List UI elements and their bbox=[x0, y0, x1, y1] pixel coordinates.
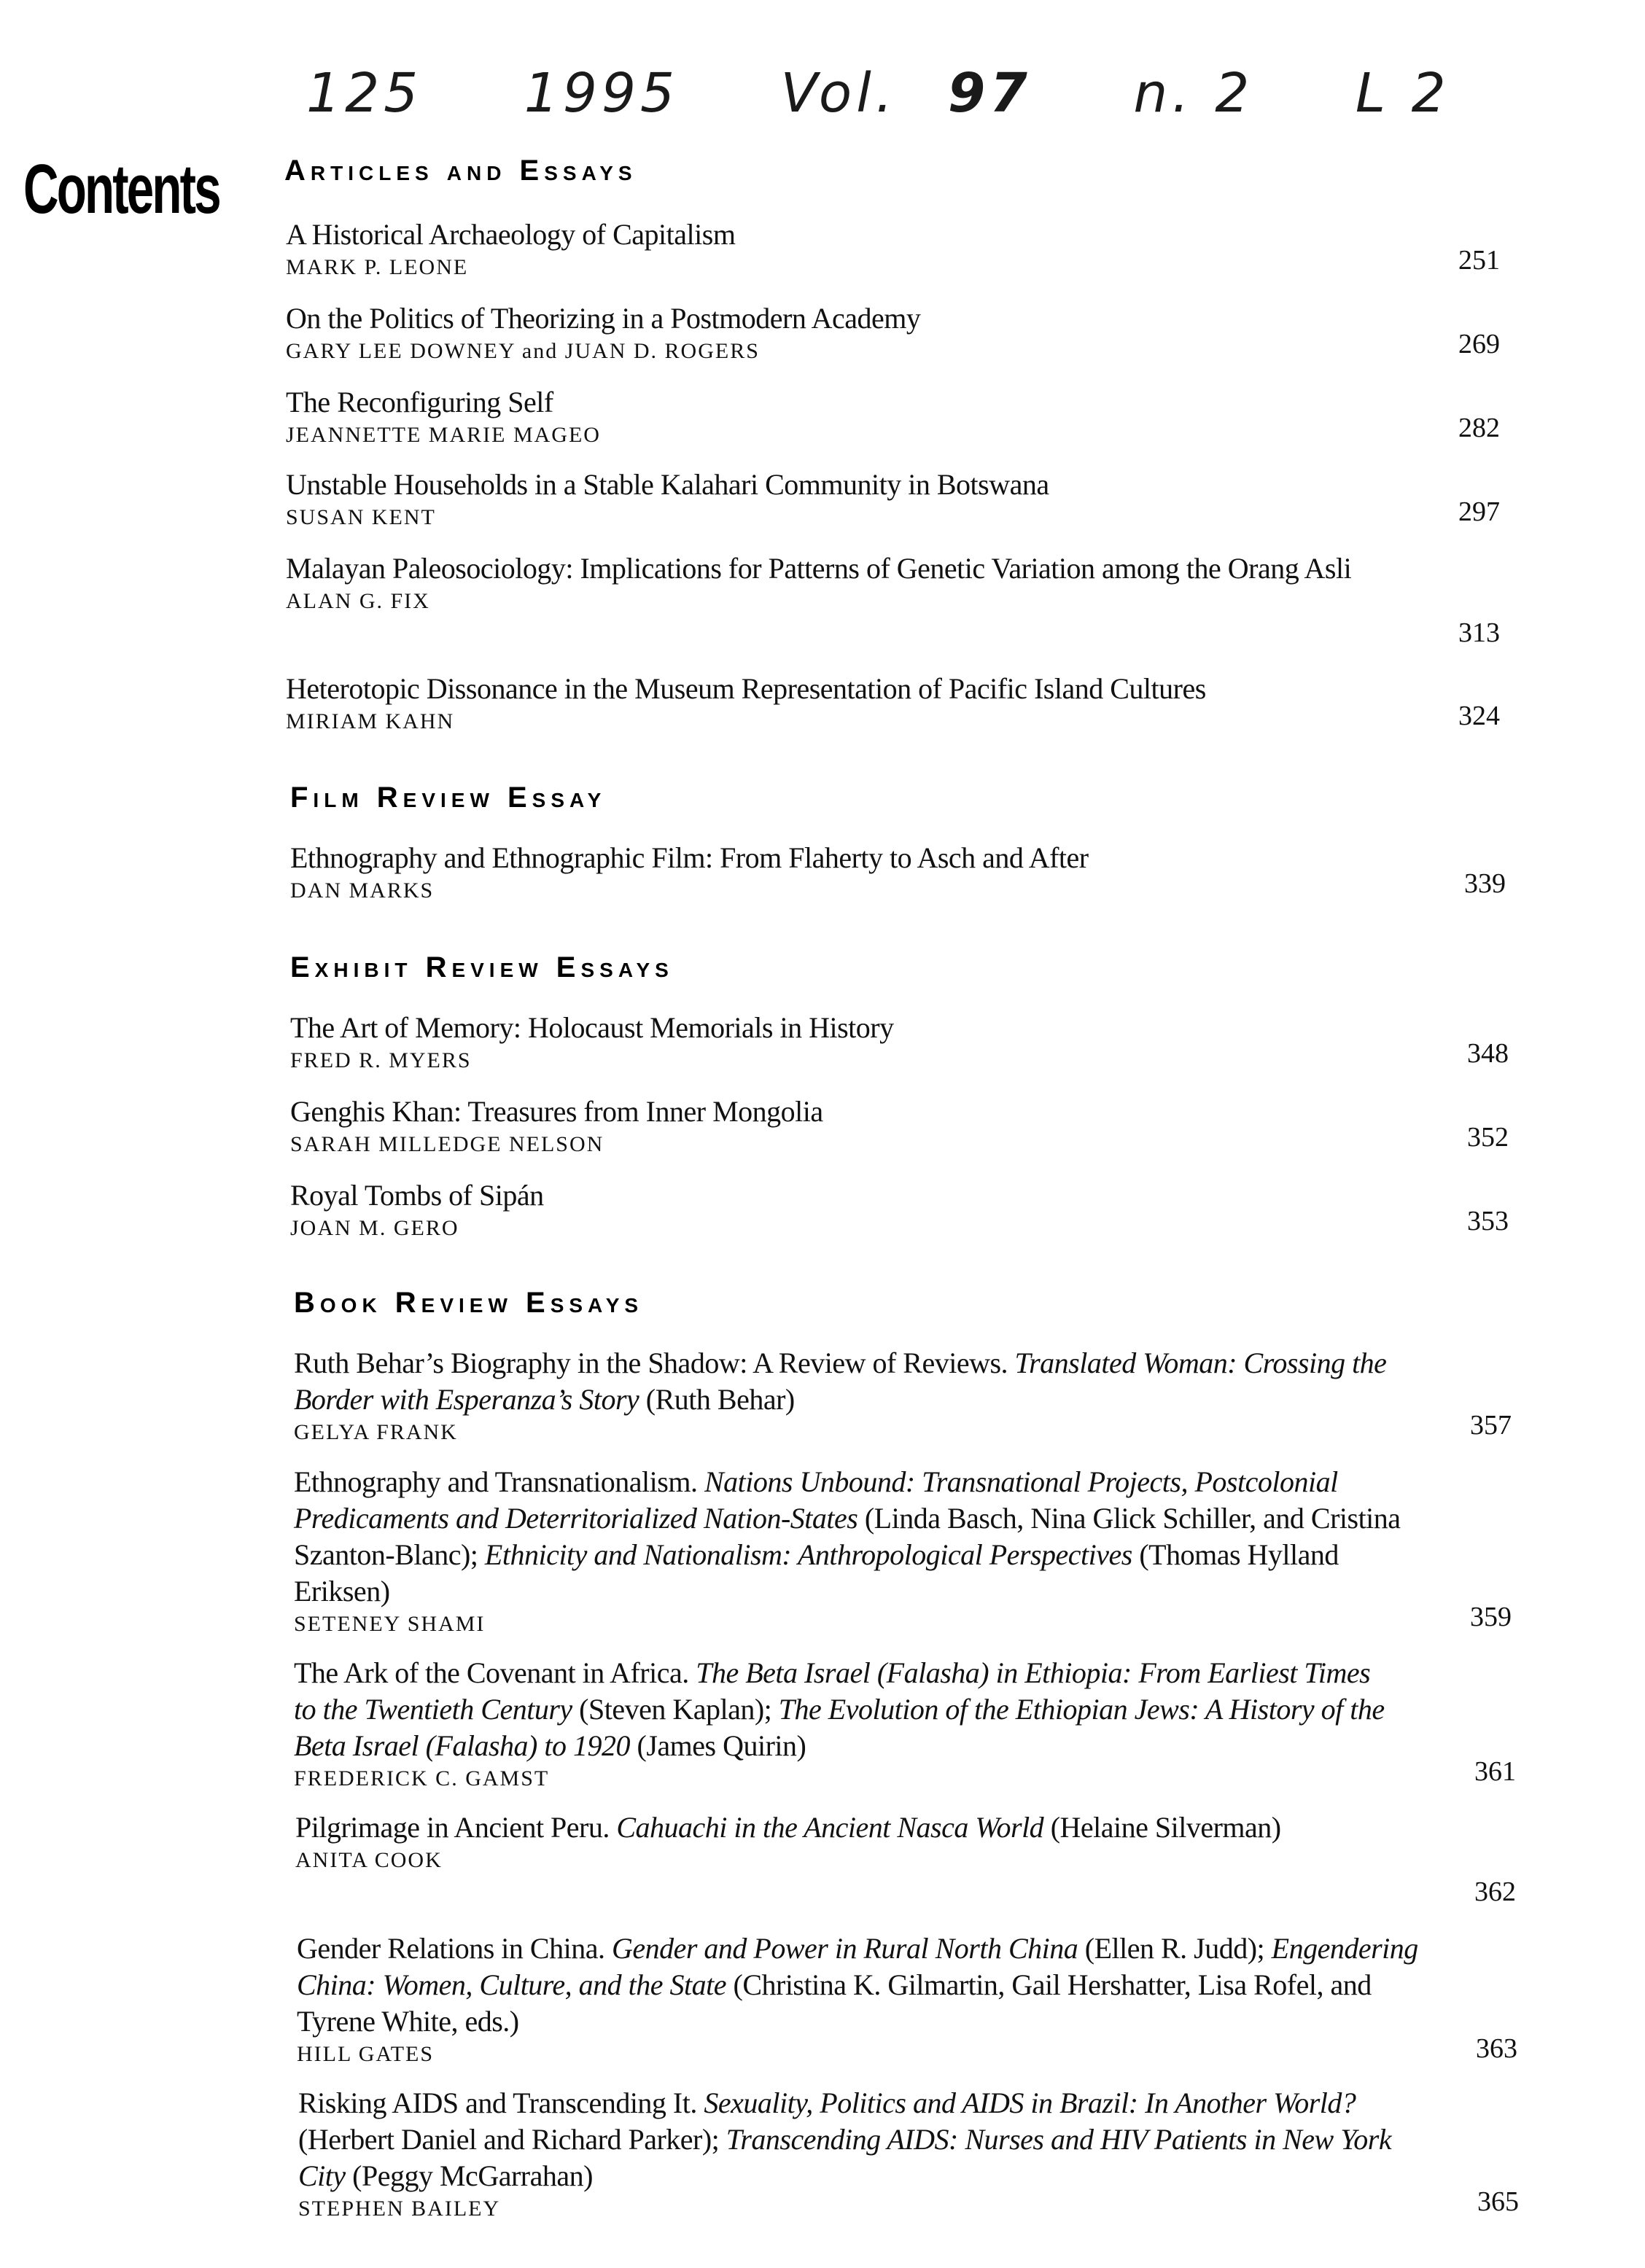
toc-entry[interactable] bbox=[290, 1094, 1603, 1159]
title-part: Risking AIDS and Transcending It. bbox=[298, 2086, 704, 2119]
toc-entry[interactable] bbox=[286, 300, 1598, 366]
title-part-italic: Translated Woman: Crossing the Border with Esperanza’s Story bbox=[294, 1347, 1387, 1416]
entry-page-number: 361 bbox=[1474, 1756, 1516, 1787]
handwritten-part: Vol. bbox=[780, 62, 898, 125]
title-part-italic: Transcending AIDS: Nurses and HIV Patients in New York City bbox=[298, 2123, 1392, 2192]
entry-title[interactable] bbox=[298, 2085, 1407, 2194]
entry-page-number: 324 bbox=[1458, 701, 1500, 731]
title-part-italic: Gender and Power in Rural North China bbox=[611, 1932, 1078, 1965]
entry-author: SETENEY SHAMI bbox=[294, 1612, 486, 1636]
toc-entry[interactable] bbox=[286, 550, 1598, 616]
toc-entry[interactable] bbox=[294, 1655, 1606, 1793]
title-part-italic: Sexuality, Politics and AIDS in Brazil: In Another World? bbox=[704, 2086, 1356, 2119]
title-part-italic: Cahuachi in the Ancient Nasca World bbox=[616, 1811, 1044, 1844]
entry-page-number: 269 bbox=[1458, 329, 1500, 359]
toc-entry[interactable] bbox=[294, 1345, 1606, 1447]
entry-page-number: 362 bbox=[1474, 1877, 1516, 1907]
entry-author: MARK P. LEONE bbox=[286, 255, 469, 279]
entry-page-number: 359 bbox=[1470, 1602, 1512, 1632]
entry-title[interactable] bbox=[294, 1655, 1388, 1764]
handwritten-part: L 2 bbox=[1355, 62, 1450, 125]
entry-title[interactable]: Unstable Households in a Stable Kalahari Community in Botswana bbox=[286, 468, 1049, 501]
entry-author: FREDERICK C. GAMST bbox=[294, 1766, 550, 1790]
section-heading-book-review: Book Review Essays bbox=[294, 1287, 644, 1319]
entry-title[interactable]: Genghis Khan: Treasures from Inner Mongolia bbox=[290, 1095, 823, 1128]
section-heading-film-review: Film Review Essay bbox=[290, 782, 607, 814]
handwritten-part: 125 bbox=[306, 62, 423, 125]
entry-author: SARAH MILLEDGE NELSON bbox=[290, 1132, 604, 1156]
entry-title[interactable]: The Reconfiguring Self bbox=[286, 386, 553, 418]
entry-author: GARY LEE DOWNEY and JUAN D. ROGERS bbox=[286, 339, 760, 363]
entry-author: ALAN G. FIX bbox=[286, 589, 430, 613]
entry-author: FRED R. MYERS bbox=[290, 1048, 472, 1072]
toc-entry[interactable] bbox=[294, 1464, 1606, 1639]
section-heading-articles: Articles and Essays bbox=[284, 155, 637, 187]
entry-title[interactable]: On the Politics of Theorizing in a Postmodern Academy bbox=[286, 302, 921, 335]
entry-author: DAN MARKS bbox=[290, 878, 435, 903]
handwritten-annotation bbox=[306, 62, 1531, 125]
entry-author: STEPHEN BAILEY bbox=[298, 2197, 501, 2221]
title-part: (Herbert Daniel and Richard Parker); bbox=[298, 2123, 726, 2156]
title-part: Gender Relations in China. bbox=[297, 1932, 612, 1965]
entry-title[interactable] bbox=[297, 1930, 1420, 2040]
entry-author: HILL GATES bbox=[297, 2042, 435, 2066]
entry-page-number: 282 bbox=[1458, 413, 1500, 443]
entry-title[interactable]: A Historical Archaeology of Capitalism bbox=[286, 218, 736, 251]
title-part: Ruth Behar’s Biography in the Shadow: A Review of Reviews. bbox=[294, 1347, 1015, 1379]
entry-title[interactable]: Ethnography and Ethnographic Film: From Flaherty to Asch and After bbox=[290, 841, 1089, 874]
entry-author: GELYA FRANK bbox=[294, 1420, 458, 1444]
title-part: (Helaine Silverman) bbox=[1043, 1811, 1281, 1844]
handwritten-part: 1995 bbox=[524, 62, 680, 125]
toc-entry[interactable] bbox=[286, 467, 1598, 532]
title-part-italic: Ethnicity and Nationalism: Anthropological Perspectives bbox=[484, 1538, 1132, 1571]
toc-entry[interactable] bbox=[286, 384, 1598, 450]
title-part-italic: The Beta Israel (Falasha) in Ethiopia: From Earliest Times to the Twentieth Century bbox=[294, 1656, 1371, 1726]
title-part: (Steven Kaplan); bbox=[572, 1693, 779, 1726]
title-part: (Christina K. Gilmartin, Gail Hershatter, Lisa Rofel, and Tyrene White, eds.) bbox=[297, 1968, 1372, 2038]
title-part: Pilgrimage in Ancient Peru. bbox=[295, 1811, 617, 1844]
toc-entry[interactable] bbox=[290, 1010, 1603, 1075]
title-part: (Linda Basch, Nina Glick Schiller, and Cristina Szanton-Blanc); bbox=[294, 1502, 1401, 1571]
entry-title[interactable] bbox=[294, 1464, 1417, 1610]
title-part: (Ellen R. Judd); bbox=[1078, 1932, 1272, 1965]
entry-title[interactable] bbox=[295, 1809, 1331, 1846]
entry-author: ANITA COOK bbox=[295, 1848, 443, 1872]
title-part: (James Quirin) bbox=[630, 1729, 806, 1762]
entry-author: MIRIAM KAHN bbox=[286, 709, 455, 733]
handwritten-part: n. 2 bbox=[1133, 62, 1254, 125]
toc-entry[interactable] bbox=[297, 1930, 1609, 2069]
toc-entry[interactable] bbox=[286, 217, 1598, 282]
title-part: (Peggy McGarrahan) bbox=[345, 2159, 593, 2192]
entry-author: SUSAN KENT bbox=[286, 505, 436, 529]
handwritten-part: 97 bbox=[947, 62, 1032, 125]
title-part: (Thomas Hylland Eriksen) bbox=[294, 1538, 1339, 1608]
entry-page-number: 363 bbox=[1476, 2033, 1517, 2064]
title-part-italic: Nations Unbound: Transnational Projects, Postcolonial Predicaments and Deterritorialized Nation-States bbox=[294, 1465, 1338, 1535]
entry-page-number: 357 bbox=[1470, 1410, 1512, 1441]
entry-title[interactable]: Heterotopic Dissonance in the Museum Representation of Pacific Island Cultures bbox=[286, 672, 1206, 705]
title-part: (Ruth Behar) bbox=[639, 1383, 795, 1416]
entry-page-number: 365 bbox=[1477, 2186, 1519, 2217]
entry-title[interactable]: Malayan Paleosociology: Implications for Patterns of Genetic Variation among the Orang Asli bbox=[286, 552, 1352, 585]
entry-title[interactable]: Royal Tombs of Sipán bbox=[290, 1179, 544, 1212]
page-title: Contents bbox=[23, 150, 219, 228]
entry-title[interactable]: The Art of Memory: Holocaust Memorials in History bbox=[290, 1011, 894, 1044]
entry-author: JEANNETTE MARIE MAGEO bbox=[286, 423, 601, 447]
title-part: The Ark of the Covenant in Africa. bbox=[294, 1656, 696, 1689]
entry-page-number: 251 bbox=[1458, 245, 1500, 276]
entry-page-number: 353 bbox=[1467, 1206, 1509, 1236]
toc-entry[interactable] bbox=[298, 2085, 1611, 2224]
entry-title[interactable] bbox=[294, 1345, 1402, 1418]
title-part-italic: Engendering China: Women, Culture, and the State bbox=[297, 1932, 1418, 2001]
entry-page-number: 297 bbox=[1458, 496, 1500, 527]
entry-page-number: 339 bbox=[1464, 868, 1506, 899]
toc-entry[interactable] bbox=[290, 1177, 1603, 1243]
title-part-italic: The Evolution of the Ethiopian Jews: A History of the Beta Israel (Falasha) to 1920 bbox=[294, 1693, 1385, 1762]
entry-author: JOAN M. GERO bbox=[290, 1216, 459, 1240]
section-heading-exhibit-review: Exhibit Review Essays bbox=[290, 951, 674, 983]
title-part: Ethnography and Transnationalism. bbox=[294, 1465, 704, 1498]
toc-entry[interactable] bbox=[290, 840, 1603, 905]
toc-entry[interactable] bbox=[286, 671, 1598, 736]
entry-page-number: 352 bbox=[1467, 1122, 1509, 1153]
entry-page-number: 348 bbox=[1467, 1038, 1509, 1069]
toc-entry[interactable] bbox=[295, 1809, 1608, 1875]
entry-page-number: 313 bbox=[1458, 617, 1500, 648]
